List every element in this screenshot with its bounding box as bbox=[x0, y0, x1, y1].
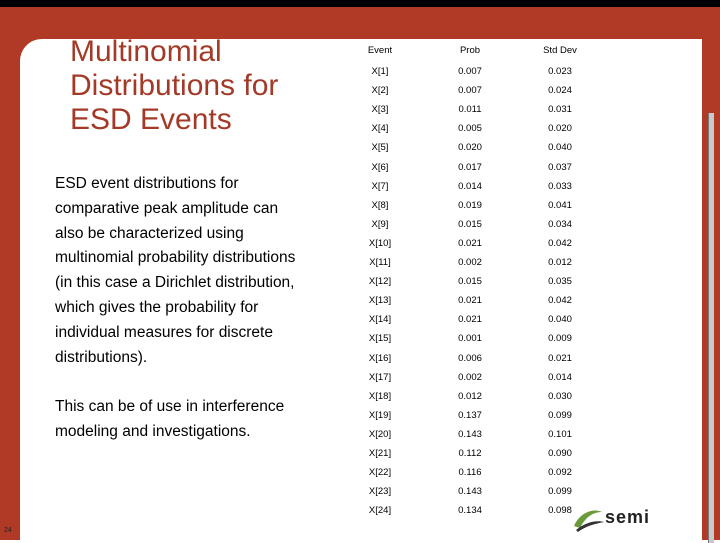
table-cell: 0.002 bbox=[458, 257, 482, 268]
table-cell: X[10] bbox=[368, 237, 392, 249]
table-header: Event bbox=[367, 45, 393, 56]
body-line: individual measures for discrete bbox=[55, 323, 273, 341]
body-line: This can be of use in interference bbox=[55, 398, 285, 416]
slide-title bbox=[70, 35, 340, 137]
table-cell: 0.014 bbox=[458, 180, 482, 192]
table-cell: 0.101 bbox=[548, 428, 572, 440]
paragraph-gap bbox=[55, 370, 340, 395]
body-line: which gives the probability for bbox=[55, 298, 259, 316]
table-cell: X[5] bbox=[371, 142, 389, 154]
table-cell: 0.015 bbox=[458, 276, 482, 288]
table-cell: 0.021 bbox=[458, 237, 482, 249]
table-cell: X[4] bbox=[371, 123, 389, 135]
table-cell: 0.005 bbox=[458, 123, 482, 135]
title-line: Multinomial bbox=[70, 35, 222, 68]
table-cell: X[12] bbox=[368, 276, 392, 288]
body-line: comparative peak amplitude can bbox=[55, 199, 279, 217]
table-cell: X[11] bbox=[369, 257, 391, 268]
page-number: 24 bbox=[4, 527, 12, 534]
table-cell: X[1] bbox=[371, 66, 389, 77]
table-cell: 0.092 bbox=[548, 467, 572, 479]
table-cell: X[17] bbox=[368, 371, 392, 383]
body-line: modeling and investigations. bbox=[55, 423, 251, 441]
table-cell: 0.137 bbox=[458, 409, 482, 421]
table-cell: 0.031 bbox=[548, 104, 572, 116]
table-cell: X[18] bbox=[368, 390, 392, 402]
body-text bbox=[55, 172, 340, 445]
table-cell: 0.007 bbox=[458, 85, 482, 97]
table-cell: 0.011 bbox=[458, 104, 482, 116]
table-cell: 0.009 bbox=[548, 333, 572, 345]
body-line: (in this case a Dirichlet distribution, bbox=[55, 274, 295, 292]
table-cell: 0.015 bbox=[458, 218, 482, 230]
table-cell: X[7] bbox=[371, 180, 389, 192]
table-cell: X[22] bbox=[368, 467, 392, 479]
table-cell: 0.040 bbox=[548, 142, 572, 154]
table-cell: 0.099 bbox=[548, 409, 572, 421]
table-cell: 0.020 bbox=[458, 142, 482, 154]
table-cell: X[16] bbox=[368, 352, 392, 364]
table-cell: 0.002 bbox=[458, 371, 482, 383]
table-cell: 0.040 bbox=[548, 314, 572, 326]
table-cell: 0.143 bbox=[458, 486, 482, 498]
table-cell: X[8] bbox=[371, 199, 389, 211]
table-cell: X[23] bbox=[368, 486, 392, 498]
table-header: Prob bbox=[459, 45, 481, 56]
table-cell: X[13] bbox=[368, 295, 392, 307]
table-cell: 0.021 bbox=[548, 352, 572, 364]
table-cell: 0.012 bbox=[548, 257, 572, 268]
table-cell: 0.017 bbox=[458, 161, 482, 173]
title-line: ESD Events bbox=[70, 103, 232, 136]
table-cell: X[15] bbox=[368, 333, 392, 345]
table-cell: X[2] bbox=[371, 85, 389, 97]
table-cell: 0.112 bbox=[458, 448, 482, 459]
table-cell: 0.035 bbox=[548, 276, 572, 288]
table-cell: 0.021 bbox=[458, 295, 482, 307]
table-cell: 0.014 bbox=[548, 371, 572, 383]
body-line: multinomial probability distributions bbox=[55, 249, 296, 267]
table-cell: 0.033 bbox=[548, 180, 572, 192]
table-cell: X[14] bbox=[368, 314, 392, 326]
table-cell: 0.116 bbox=[458, 467, 482, 479]
table-cell: 0.099 bbox=[548, 486, 572, 498]
side-scroll-indicator bbox=[708, 113, 714, 543]
table-cell: X[6] bbox=[371, 161, 389, 173]
table-cell: X[20] bbox=[368, 428, 392, 440]
table-cell: X[24] bbox=[368, 505, 392, 517]
table-cell: X[3] bbox=[371, 104, 389, 116]
table-cell: 0.024 bbox=[548, 85, 572, 97]
table-cell: X[9] bbox=[371, 218, 389, 230]
table-cell: 0.021 bbox=[458, 314, 482, 326]
table-cell: 0.041 bbox=[548, 199, 572, 211]
probability-table bbox=[345, 0, 595, 540]
table-cell: 0.019 bbox=[458, 199, 482, 211]
table-cell: 0.020 bbox=[548, 123, 572, 135]
table-cell: 0.023 bbox=[548, 66, 572, 77]
table-cell: 0.143 bbox=[458, 428, 482, 440]
table-cell: 0.034 bbox=[548, 218, 572, 230]
table-cell: 0.006 bbox=[458, 352, 482, 364]
logo-text: semi bbox=[605, 507, 651, 527]
body-line: distributions). bbox=[55, 348, 148, 366]
table-cell: 0.042 bbox=[548, 237, 572, 249]
table-cell: 0.007 bbox=[458, 66, 482, 77]
table-cell: 0.042 bbox=[548, 295, 572, 307]
table-header: Std Dev bbox=[543, 45, 577, 56]
table-cell: 0.134 bbox=[458, 505, 482, 517]
table-cell: 0.001 bbox=[458, 333, 482, 345]
title-line: Distributions for bbox=[70, 69, 279, 102]
body-line: also be characterized using bbox=[55, 224, 244, 242]
table-cell: 0.030 bbox=[548, 390, 572, 402]
table-cell: 0.090 bbox=[548, 448, 572, 459]
table-cell: 0.037 bbox=[548, 161, 572, 173]
table-cell: 0.098 bbox=[548, 505, 572, 517]
table-cell: 0.012 bbox=[458, 390, 482, 402]
table-cell: X[19] bbox=[368, 409, 392, 421]
table-cell: X[21] bbox=[368, 448, 392, 459]
body-line: ESD event distributions for bbox=[55, 175, 239, 192]
